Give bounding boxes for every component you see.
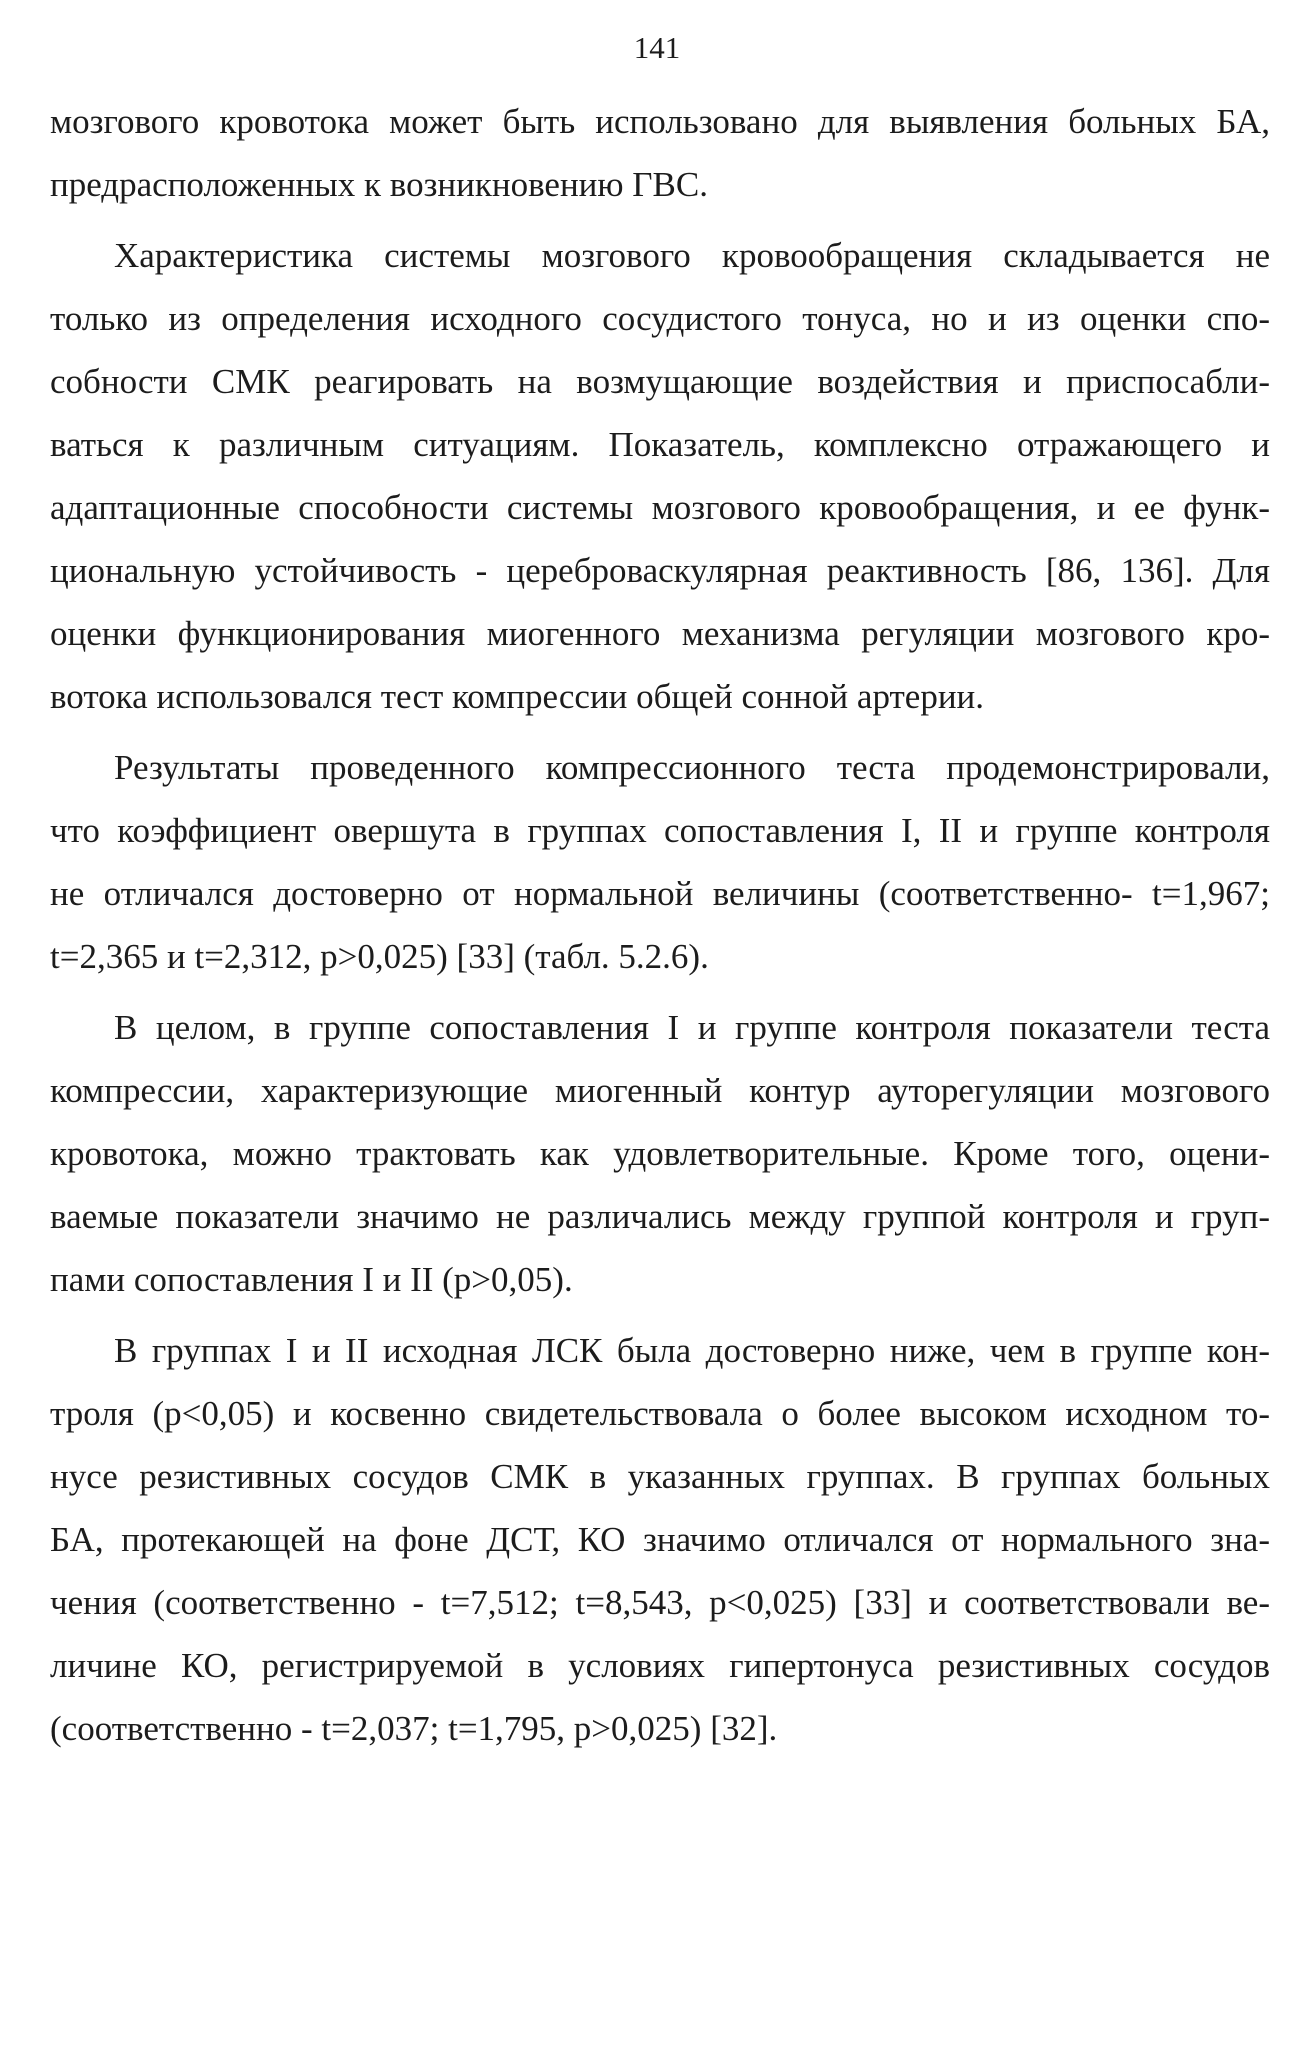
text-line: (соответственно - t=2,037; t=1,795, p>0,025) [32]. <box>50 1709 778 1748</box>
text-line: предрасположенных к возникновению ГВС. <box>50 165 708 204</box>
page-number: 141 <box>633 30 681 65</box>
document-body <box>50 90 1270 1768</box>
text-line: кровотока, можно трактовать как удовлетворительные. Кроме того, оцени- <box>50 1134 1270 1173</box>
text-line: нусе резистивных сосудов СМК в указанных группах. В группах больных <box>50 1457 1270 1496</box>
paragraph <box>50 224 1270 728</box>
text-line: В группах I и II исходная ЛСК была достоверно ниже, чем в группе кон- <box>114 1331 1270 1370</box>
text-line: личине КО, регистрируемой в условиях гипертонуса резистивных сосудов <box>50 1646 1270 1685</box>
text-line: что коэффициент овершута в группах сопоставления I, II и группе контроля <box>50 811 1270 850</box>
text-line: пами сопоставления I и II (p>0,05). <box>50 1260 573 1299</box>
text-line: вотока использовался тест компрессии общей сонной артерии. <box>50 677 985 716</box>
paragraph <box>50 1319 1270 1760</box>
paragraph <box>50 90 1270 216</box>
text-line: троля (p<0,05) и косвенно свидетельствовала о более высоком исходном то- <box>50 1394 1270 1433</box>
paragraph <box>50 736 1270 988</box>
text-line: мозгового кровотока может быть использовано для выявления больных БА, <box>50 102 1270 141</box>
text-line: не отличался достоверно от нормальной величины (соответственно- t=1,967; <box>50 874 1270 913</box>
text-line: адаптационные способности системы мозгового кровообращения, и ее функ- <box>50 488 1270 527</box>
text-line: собности СМК реагировать на возмущающие воздействия и приспосабли- <box>50 362 1270 401</box>
text-line: циональную устойчивость - цереброваскулярная реактивность [86, 136]. Для <box>50 551 1270 590</box>
text-line: ваемые показатели значимо не различались между группой контроля и груп- <box>50 1197 1270 1236</box>
text-line: В целом, в группе сопоставления I и группе контроля показатели теста <box>114 1008 1270 1047</box>
text-line: Результаты проведенного компрессионного теста продемонстрировали, <box>114 748 1270 787</box>
text-line: ваться к различным ситуациям. Показатель, комплексно отражающего и <box>50 425 1270 464</box>
text-line: t=2,365 и t=2,312, p>0,025) [33] (табл. 5.2.6). <box>50 937 709 976</box>
text-line: Характеристика системы мозгового кровообращения складывается не <box>114 236 1270 275</box>
paragraph <box>50 996 1270 1311</box>
text-line: компрессии, характеризующие миогенный контур ауторегуляции мозгового <box>50 1071 1270 1110</box>
text-line: БА, протекающей на фоне ДСТ, КО значимо отличался от нормального зна- <box>50 1520 1270 1559</box>
text-line: только из определения исходного сосудистого тонуса, но и из оценки спо- <box>50 299 1270 338</box>
text-line: оценки функционирования миогенного механизма регуляции мозгового кро- <box>50 614 1270 653</box>
text-line: чения (соответственно - t=7,512; t=8,543, p<0,025) [33] и соответствовали ве- <box>50 1583 1270 1622</box>
